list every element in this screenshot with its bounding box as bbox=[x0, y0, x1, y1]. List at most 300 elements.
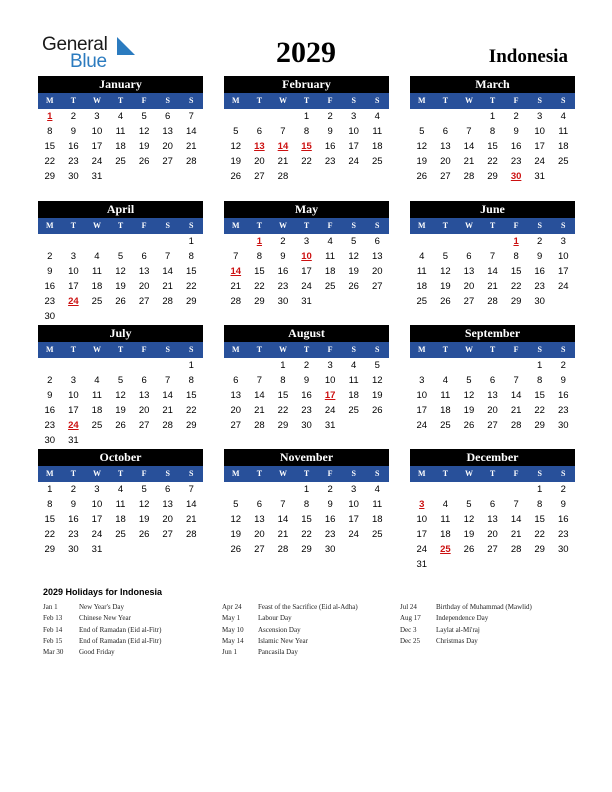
day-cell: 2 bbox=[47, 375, 53, 386]
week-row bbox=[224, 512, 389, 527]
day-cell bbox=[38, 358, 62, 373]
month-december bbox=[410, 449, 575, 572]
day-cell: 30 bbox=[534, 296, 545, 307]
week-row bbox=[410, 124, 575, 139]
week-row bbox=[224, 373, 389, 388]
day-cell: 2 bbox=[327, 111, 333, 122]
day-cell bbox=[457, 557, 481, 572]
day-cell bbox=[481, 482, 505, 497]
weekday-label: T bbox=[303, 96, 310, 105]
day-cell: 10 bbox=[416, 514, 428, 525]
day-cell: 14 bbox=[487, 266, 498, 277]
day-cell: 29 bbox=[534, 544, 545, 555]
day-cell: 8 bbox=[188, 251, 194, 262]
day-cell: 24 bbox=[557, 281, 569, 292]
weekday-header bbox=[38, 466, 203, 482]
day-cell: 9 bbox=[303, 375, 310, 386]
holiday-entry bbox=[43, 613, 223, 624]
week-row bbox=[410, 279, 575, 294]
day-cell: 28 bbox=[463, 171, 475, 182]
day-cell: 26 bbox=[115, 420, 126, 431]
day-cell: 17 bbox=[91, 514, 103, 525]
day-cell: 13 bbox=[463, 266, 475, 277]
day-cell bbox=[342, 542, 366, 557]
day-cell: 4 bbox=[374, 111, 380, 122]
day-cell: 25 bbox=[115, 156, 126, 167]
day-cell: 10 bbox=[91, 499, 103, 510]
day-cell: 20 bbox=[440, 156, 451, 167]
day-cell bbox=[457, 234, 481, 249]
week-row bbox=[410, 482, 575, 497]
day-cell: 30 bbox=[324, 544, 336, 555]
holiday-day-cell: 1 bbox=[256, 236, 263, 247]
day-cell: 13 bbox=[254, 514, 265, 525]
weekday-label: S bbox=[537, 96, 542, 105]
week-row bbox=[224, 388, 389, 403]
day-cell: 27 bbox=[371, 281, 383, 292]
day-cell: 22 bbox=[254, 281, 265, 292]
day-cell: 28 bbox=[162, 420, 173, 431]
day-cell: 10 bbox=[348, 126, 359, 137]
day-cell bbox=[342, 169, 366, 184]
day-cell: 18 bbox=[440, 529, 451, 540]
day-cell: 16 bbox=[277, 266, 289, 277]
day-cell bbox=[248, 109, 272, 124]
day-cell: 11 bbox=[92, 390, 102, 401]
weekday-label: S bbox=[537, 221, 542, 230]
day-cell: 11 bbox=[558, 126, 569, 137]
day-cell bbox=[365, 294, 389, 309]
day-cell: 20 bbox=[254, 156, 265, 167]
weekday-label: S bbox=[189, 345, 194, 354]
weekday-label: T bbox=[256, 345, 263, 354]
month-july bbox=[38, 325, 203, 448]
holiday-entry bbox=[222, 602, 402, 613]
weekday-label: S bbox=[375, 345, 380, 354]
weekday-label: W bbox=[464, 221, 473, 230]
day-cell: 24 bbox=[416, 544, 428, 555]
day-cell: 7 bbox=[188, 484, 194, 495]
day-cell: 19 bbox=[230, 529, 242, 540]
day-cell: 29 bbox=[510, 296, 522, 307]
day-cell: 28 bbox=[185, 156, 197, 167]
day-cell: 8 bbox=[280, 375, 286, 386]
week-row bbox=[38, 358, 203, 373]
holiday-name: Independence Day bbox=[436, 614, 489, 623]
holiday-date: Dec 25 bbox=[400, 636, 421, 645]
day-cell: 22 bbox=[185, 281, 197, 292]
week-row bbox=[410, 557, 575, 572]
day-cell: 6 bbox=[489, 375, 496, 386]
day-cell bbox=[365, 169, 389, 184]
holiday-day-cell: 15 bbox=[301, 141, 312, 152]
day-cell: 25 bbox=[324, 281, 336, 292]
day-cell: 2 bbox=[303, 360, 310, 371]
day-cell: 12 bbox=[371, 375, 383, 386]
day-cell: 11 bbox=[372, 126, 383, 137]
day-cell: 21 bbox=[162, 405, 173, 416]
day-cell: 5 bbox=[233, 499, 239, 510]
day-cell: 18 bbox=[115, 141, 126, 152]
day-cell: 6 bbox=[466, 251, 472, 262]
day-cell: 26 bbox=[138, 156, 150, 167]
holiday-entry bbox=[43, 636, 223, 647]
day-cell: 24 bbox=[91, 156, 103, 167]
day-cell: 25 bbox=[371, 529, 383, 540]
day-cell: 24 bbox=[348, 529, 359, 540]
holiday-entry bbox=[400, 625, 580, 636]
day-cell: 4 bbox=[117, 111, 124, 122]
holiday-date: Feb 13 bbox=[43, 614, 63, 623]
day-cell: 8 bbox=[47, 126, 53, 137]
day-cell: 7 bbox=[256, 375, 263, 386]
day-cell: 28 bbox=[277, 171, 289, 182]
day-cell: 26 bbox=[463, 544, 475, 555]
day-cell: 14 bbox=[162, 266, 173, 277]
weekday-label: M bbox=[232, 345, 240, 354]
day-cell: 19 bbox=[348, 266, 359, 277]
weekday-label: W bbox=[464, 469, 473, 478]
day-cell bbox=[132, 309, 156, 324]
day-cell: 31 bbox=[68, 435, 79, 446]
day-cell: 7 bbox=[165, 375, 171, 386]
day-cell: 28 bbox=[510, 544, 522, 555]
day-cell: 21 bbox=[463, 156, 475, 167]
day-cell: 25 bbox=[91, 420, 103, 431]
day-cell: 26 bbox=[230, 544, 242, 555]
week-row bbox=[224, 109, 389, 124]
day-cell: 28 bbox=[277, 544, 289, 555]
day-cell: 2 bbox=[537, 236, 543, 247]
day-cell: 31 bbox=[301, 296, 312, 307]
day-cell: 25 bbox=[557, 156, 569, 167]
holiday-name: Islamic New Year bbox=[258, 636, 308, 645]
day-cell: 8 bbox=[489, 126, 496, 137]
weekday-label: M bbox=[46, 469, 54, 478]
day-cell: 22 bbox=[510, 281, 522, 292]
day-cell bbox=[410, 109, 434, 124]
holiday-date: May 10 bbox=[222, 625, 244, 634]
weekday-header bbox=[224, 342, 389, 358]
weekday-label: M bbox=[418, 345, 426, 354]
day-cell: 13 bbox=[440, 141, 451, 152]
day-cell: 15 bbox=[44, 514, 56, 525]
month-title: July bbox=[38, 325, 203, 342]
day-cell bbox=[156, 542, 180, 557]
month-september bbox=[410, 325, 575, 433]
day-cell bbox=[109, 358, 133, 373]
weekday-label: W bbox=[92, 345, 101, 354]
day-cell: 18 bbox=[324, 266, 336, 277]
day-cell: 29 bbox=[185, 420, 197, 431]
day-cell: 7 bbox=[233, 251, 239, 262]
week-row bbox=[38, 169, 203, 184]
day-cell: 18 bbox=[416, 281, 428, 292]
day-cell: 2 bbox=[47, 251, 53, 262]
day-cell: 9 bbox=[47, 390, 53, 401]
week-row bbox=[224, 124, 389, 139]
weekday-label: T bbox=[70, 221, 77, 230]
weekday-label: S bbox=[537, 345, 542, 354]
weekday-label: T bbox=[442, 469, 449, 478]
day-cell: 20 bbox=[162, 514, 173, 525]
day-cell: 7 bbox=[513, 375, 519, 386]
week-row bbox=[38, 433, 203, 448]
day-cell: 8 bbox=[256, 251, 263, 262]
holiday-name: Good Friday bbox=[79, 648, 115, 657]
day-cell bbox=[410, 234, 434, 249]
holiday-name: Christmas Day bbox=[436, 636, 478, 645]
day-cell bbox=[179, 433, 203, 448]
week-row bbox=[38, 403, 203, 418]
day-cell bbox=[132, 169, 156, 184]
day-cell: 15 bbox=[277, 390, 289, 401]
weekday-label: M bbox=[46, 345, 54, 354]
day-cell: 20 bbox=[371, 266, 383, 277]
month-title: August bbox=[224, 325, 389, 342]
holiday-entry bbox=[43, 647, 223, 658]
weekday-label: T bbox=[442, 221, 449, 230]
day-cell: 2 bbox=[70, 111, 77, 122]
day-cell: 12 bbox=[348, 251, 359, 262]
day-cell: 12 bbox=[416, 141, 428, 152]
week-row bbox=[410, 403, 575, 418]
holiday-column bbox=[222, 602, 402, 658]
day-cell: 1 bbox=[188, 236, 194, 247]
day-cell: 29 bbox=[44, 544, 56, 555]
day-cell: 15 bbox=[510, 266, 522, 277]
day-cell: 29 bbox=[277, 420, 289, 431]
day-cell: 16 bbox=[324, 141, 336, 152]
day-cell bbox=[224, 109, 248, 124]
day-cell: 12 bbox=[230, 141, 242, 152]
holiday-date: Mar 30 bbox=[43, 648, 64, 657]
weekday-label: F bbox=[513, 221, 519, 230]
day-cell: 29 bbox=[44, 171, 56, 182]
holiday-entry bbox=[43, 625, 223, 636]
month-title: February bbox=[224, 76, 389, 93]
day-cell: 30 bbox=[557, 544, 569, 555]
day-cell bbox=[410, 358, 434, 373]
day-cell: 26 bbox=[463, 420, 475, 431]
day-cell: 4 bbox=[94, 251, 100, 262]
holiday-name: Feast of the Sacrifice (Eid al-Adha) bbox=[258, 603, 358, 611]
day-cell: 5 bbox=[374, 360, 380, 371]
weekday-header bbox=[38, 218, 203, 234]
day-cell: 17 bbox=[416, 529, 428, 540]
day-cell bbox=[156, 309, 180, 324]
day-cell: 18 bbox=[348, 390, 359, 401]
day-cell: 13 bbox=[487, 514, 498, 525]
day-cell: 3 bbox=[351, 111, 357, 122]
day-cell: 20 bbox=[138, 405, 150, 416]
day-cell: 25 bbox=[348, 405, 359, 416]
month-october bbox=[38, 449, 203, 557]
day-cell: 4 bbox=[374, 484, 380, 495]
day-cell: 8 bbox=[188, 375, 194, 386]
day-cell: 6 bbox=[165, 484, 171, 495]
day-cell: 21 bbox=[487, 281, 498, 292]
day-cell: 12 bbox=[440, 266, 451, 277]
weekday-label: F bbox=[141, 469, 147, 478]
day-cell: 3 bbox=[419, 375, 425, 386]
week-row bbox=[38, 294, 203, 309]
day-cell: 23 bbox=[324, 529, 336, 540]
day-cell: 6 bbox=[374, 236, 380, 247]
holiday-day-cell: 17 bbox=[324, 390, 336, 401]
day-cell: 3 bbox=[94, 484, 100, 495]
holiday-day-cell: 14 bbox=[230, 266, 242, 277]
day-cell bbox=[38, 234, 62, 249]
day-cell: 21 bbox=[277, 529, 289, 540]
day-cell: 8 bbox=[537, 499, 543, 510]
day-cell: 20 bbox=[487, 529, 498, 540]
holiday-entry bbox=[400, 636, 580, 647]
weekday-label: W bbox=[278, 469, 287, 478]
holiday-column bbox=[400, 602, 580, 647]
day-cell: 5 bbox=[141, 484, 147, 495]
day-cell bbox=[457, 109, 481, 124]
day-cell bbox=[109, 234, 133, 249]
weekday-label: W bbox=[92, 221, 101, 230]
day-cell: 6 bbox=[141, 251, 147, 262]
day-cell: 1 bbox=[47, 484, 53, 495]
week-row bbox=[38, 234, 203, 249]
day-cell: 15 bbox=[534, 514, 545, 525]
weekday-label: S bbox=[561, 469, 566, 478]
holiday-day-cell: 1 bbox=[47, 111, 53, 122]
holiday-name: Ascension Day bbox=[258, 625, 301, 634]
day-cell: 17 bbox=[557, 266, 569, 277]
day-cell: 21 bbox=[185, 514, 197, 525]
day-cell: 22 bbox=[277, 405, 289, 416]
day-cell: 9 bbox=[70, 499, 77, 510]
week-row bbox=[38, 497, 203, 512]
day-cell: 10 bbox=[68, 390, 79, 401]
day-cell: 12 bbox=[115, 390, 126, 401]
day-cell: 8 bbox=[537, 375, 543, 386]
day-cell: 14 bbox=[162, 390, 173, 401]
weekday-label: S bbox=[561, 221, 566, 230]
weekday-label: S bbox=[351, 96, 356, 105]
day-cell: 9 bbox=[280, 251, 286, 262]
day-cell: 5 bbox=[141, 111, 147, 122]
day-cell bbox=[481, 234, 505, 249]
weekday-label: S bbox=[375, 469, 380, 478]
day-cell: 2 bbox=[327, 484, 333, 495]
day-cell: 22 bbox=[301, 529, 312, 540]
day-cell: 16 bbox=[324, 514, 336, 525]
weekday-header bbox=[38, 93, 203, 109]
day-cell: 11 bbox=[115, 499, 126, 510]
day-cell: 19 bbox=[463, 529, 475, 540]
day-cell: 24 bbox=[534, 156, 545, 167]
weekday-label: T bbox=[256, 96, 263, 105]
day-cell: 2 bbox=[560, 484, 566, 495]
week-row bbox=[224, 249, 389, 264]
day-cell: 23 bbox=[557, 405, 569, 416]
month-february bbox=[224, 76, 389, 184]
day-cell bbox=[295, 169, 319, 184]
holiday-entry bbox=[222, 613, 402, 624]
day-cell: 5 bbox=[351, 236, 357, 247]
weekday-label: W bbox=[278, 345, 287, 354]
day-cell: 10 bbox=[557, 251, 569, 262]
day-cell bbox=[248, 482, 272, 497]
day-cell: 22 bbox=[44, 529, 56, 540]
weekday-label: M bbox=[46, 221, 54, 230]
day-cell bbox=[342, 294, 366, 309]
day-cell: 21 bbox=[230, 281, 242, 292]
day-cell: 27 bbox=[162, 529, 173, 540]
holiday-name: New Year's Day bbox=[79, 603, 125, 611]
day-cell: 22 bbox=[534, 529, 545, 540]
weekday-label: T bbox=[303, 345, 310, 354]
day-cell: 18 bbox=[371, 514, 383, 525]
week-row bbox=[410, 497, 575, 512]
day-cell: 19 bbox=[371, 390, 383, 401]
day-cell: 12 bbox=[115, 266, 126, 277]
day-cell: 23 bbox=[44, 296, 56, 307]
day-cell: 17 bbox=[416, 405, 428, 416]
day-cell bbox=[132, 234, 156, 249]
weekday-label: S bbox=[537, 469, 542, 478]
day-cell: 29 bbox=[534, 420, 545, 431]
holidays-title: 2029 Holidays for Indonesia bbox=[43, 587, 163, 597]
holiday-name: Pancasila Day bbox=[258, 648, 298, 657]
day-cell: 25 bbox=[91, 296, 103, 307]
day-cell: 14 bbox=[277, 514, 289, 525]
day-cell: 9 bbox=[513, 126, 519, 137]
week-row bbox=[410, 418, 575, 433]
day-cell: 4 bbox=[327, 236, 333, 247]
day-cell: 20 bbox=[230, 405, 242, 416]
day-cell: 27 bbox=[487, 544, 498, 555]
day-cell: 19 bbox=[115, 281, 126, 292]
weekday-label: W bbox=[464, 345, 473, 354]
day-cell: 20 bbox=[254, 529, 265, 540]
day-cell: 23 bbox=[277, 281, 289, 292]
holiday-day-cell: 10 bbox=[301, 251, 312, 262]
day-cell: 21 bbox=[277, 156, 289, 167]
day-cell bbox=[434, 358, 458, 373]
day-cell: 7 bbox=[165, 251, 171, 262]
month-title: June bbox=[410, 201, 575, 218]
week-row bbox=[410, 373, 575, 388]
week-row bbox=[38, 279, 203, 294]
week-row bbox=[410, 294, 575, 309]
week-row bbox=[410, 139, 575, 154]
day-cell: 9 bbox=[327, 126, 333, 137]
weekday-label: T bbox=[256, 221, 263, 230]
weekday-label: T bbox=[489, 469, 496, 478]
week-row bbox=[224, 358, 389, 373]
day-cell: 29 bbox=[301, 544, 312, 555]
day-cell bbox=[62, 358, 86, 373]
day-cell: 15 bbox=[185, 266, 197, 277]
day-cell: 25 bbox=[416, 296, 428, 307]
day-cell: 22 bbox=[301, 156, 312, 167]
day-cell: 5 bbox=[442, 251, 449, 262]
day-cell: 1 bbox=[489, 111, 496, 122]
day-cell: 10 bbox=[68, 266, 79, 277]
day-cell: 27 bbox=[254, 171, 265, 182]
day-cell bbox=[224, 358, 248, 373]
day-cell bbox=[434, 557, 458, 572]
day-cell: 18 bbox=[115, 514, 126, 525]
day-cell: 8 bbox=[303, 499, 310, 510]
week-row bbox=[410, 542, 575, 557]
